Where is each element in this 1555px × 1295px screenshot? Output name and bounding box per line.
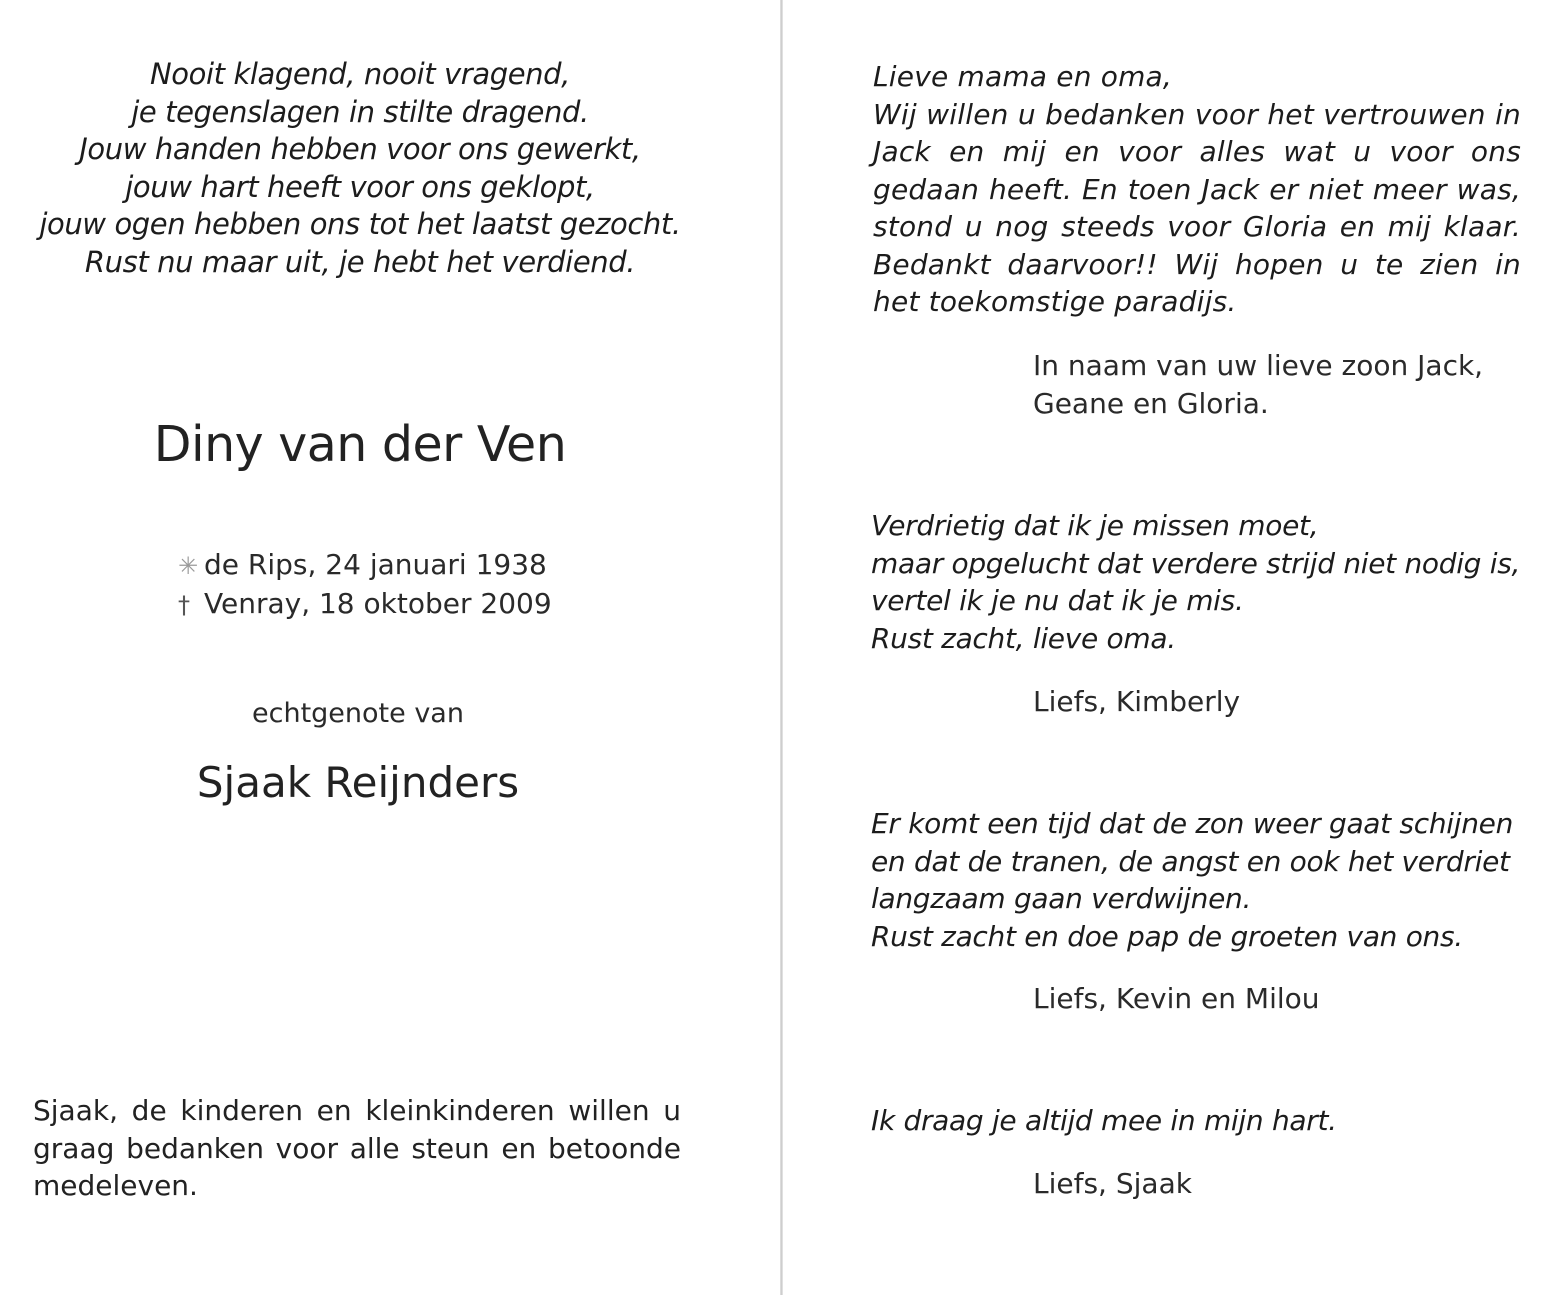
signature-line: Liefs, Kimberly — [1033, 685, 1241, 718]
signature-line: In naam van uw lieve zoon Jack, — [1033, 349, 1484, 382]
verse-line: Rust zacht, lieve oma. — [871, 621, 1176, 655]
verse-kevin-milou — [871, 805, 1531, 955]
poem-line: Rust nu maar uit, je hebt het verdiend. — [84, 244, 636, 279]
right-panel — [783, 0, 1555, 1295]
signature-line: Liefs, Sjaak — [1033, 1167, 1192, 1200]
letter-greeting: Lieve mama en oma, — [873, 60, 1173, 93]
signature-sjaak — [1033, 1165, 1192, 1203]
poem-line: jouw ogen hebben ons tot het laatst gezocht. — [39, 207, 681, 241]
verse-line: en dat de tranen, de angst en ook het verdriet — [871, 844, 1510, 878]
signature-line: Geane en Gloria. — [1033, 386, 1269, 420]
poem-line: Nooit klagend, nooit vragend, — [150, 57, 570, 91]
poem-line: je tegenslagen in stilte dragend. — [131, 94, 589, 129]
poem-line: Jouw handen hebben voor ons gewerkt, — [79, 132, 641, 166]
letter-signature — [1033, 347, 1483, 422]
spouse-name: Sjaak Reijnders — [196, 758, 520, 807]
verse-line: Ik draag je altijd mee in mijn hart. — [871, 1104, 1337, 1137]
thanks-text: Sjaak, de kinderen en kleinkinderen willen u graag bedanken voor alle steun en betoonde medeleven. — [33, 1094, 681, 1202]
spouse-prefix: echtgenote van — [252, 698, 464, 729]
opening-poem — [30, 56, 690, 281]
poem-line: jouw hart heeft voor ons geklopt, — [125, 169, 595, 204]
verse-line: Er komt een tijd dat de zon weer gaat schijnen — [871, 807, 1514, 840]
birth-date-text: de Rips, 24 januari 1938 — [204, 548, 547, 581]
death-cross-icon: † — [178, 591, 190, 619]
birth-star-icon: ✳ — [178, 552, 199, 580]
signature-kevin-milou — [1033, 980, 1320, 1018]
verse-line: Verdrietig dat ik je missen moet, — [871, 509, 1319, 542]
birth-date-row — [178, 546, 552, 585]
family-letter — [873, 58, 1521, 321]
verse-line: Rust zacht en doe pap de groeten van ons. — [871, 919, 1463, 953]
death-date-row — [178, 585, 552, 624]
verse-sjaak — [871, 1102, 1531, 1140]
verse-line: vertel ik je nu dat ik je mis. — [871, 584, 1244, 617]
death-date-text: Venray, 18 oktober 2009 — [204, 587, 552, 620]
signature-line: Liefs, Kevin en Milou — [1033, 982, 1320, 1015]
signature-kimberly — [1033, 683, 1240, 721]
verse-line: langzaam gaan verdwijnen. — [871, 882, 1252, 915]
letter-body: Wij willen u bedanken voor het vertrouwen in Jack en mij en voor alles wat u voor ons gedaan heeft. En toen Jack er niet meer was, stond u nog steeds voor Gloria en mij klaar. Bedankt daarvoor!! Wij hopen u te zien in het toekomstige paradijs. — [873, 97, 1521, 318]
verse-kimberly — [871, 507, 1531, 657]
life-dates — [178, 546, 552, 624]
deceased-name: Diny van der Ven — [153, 416, 567, 473]
verse-line: maar opgelucht dat verdere strijd niet nodig is, — [871, 546, 1521, 580]
